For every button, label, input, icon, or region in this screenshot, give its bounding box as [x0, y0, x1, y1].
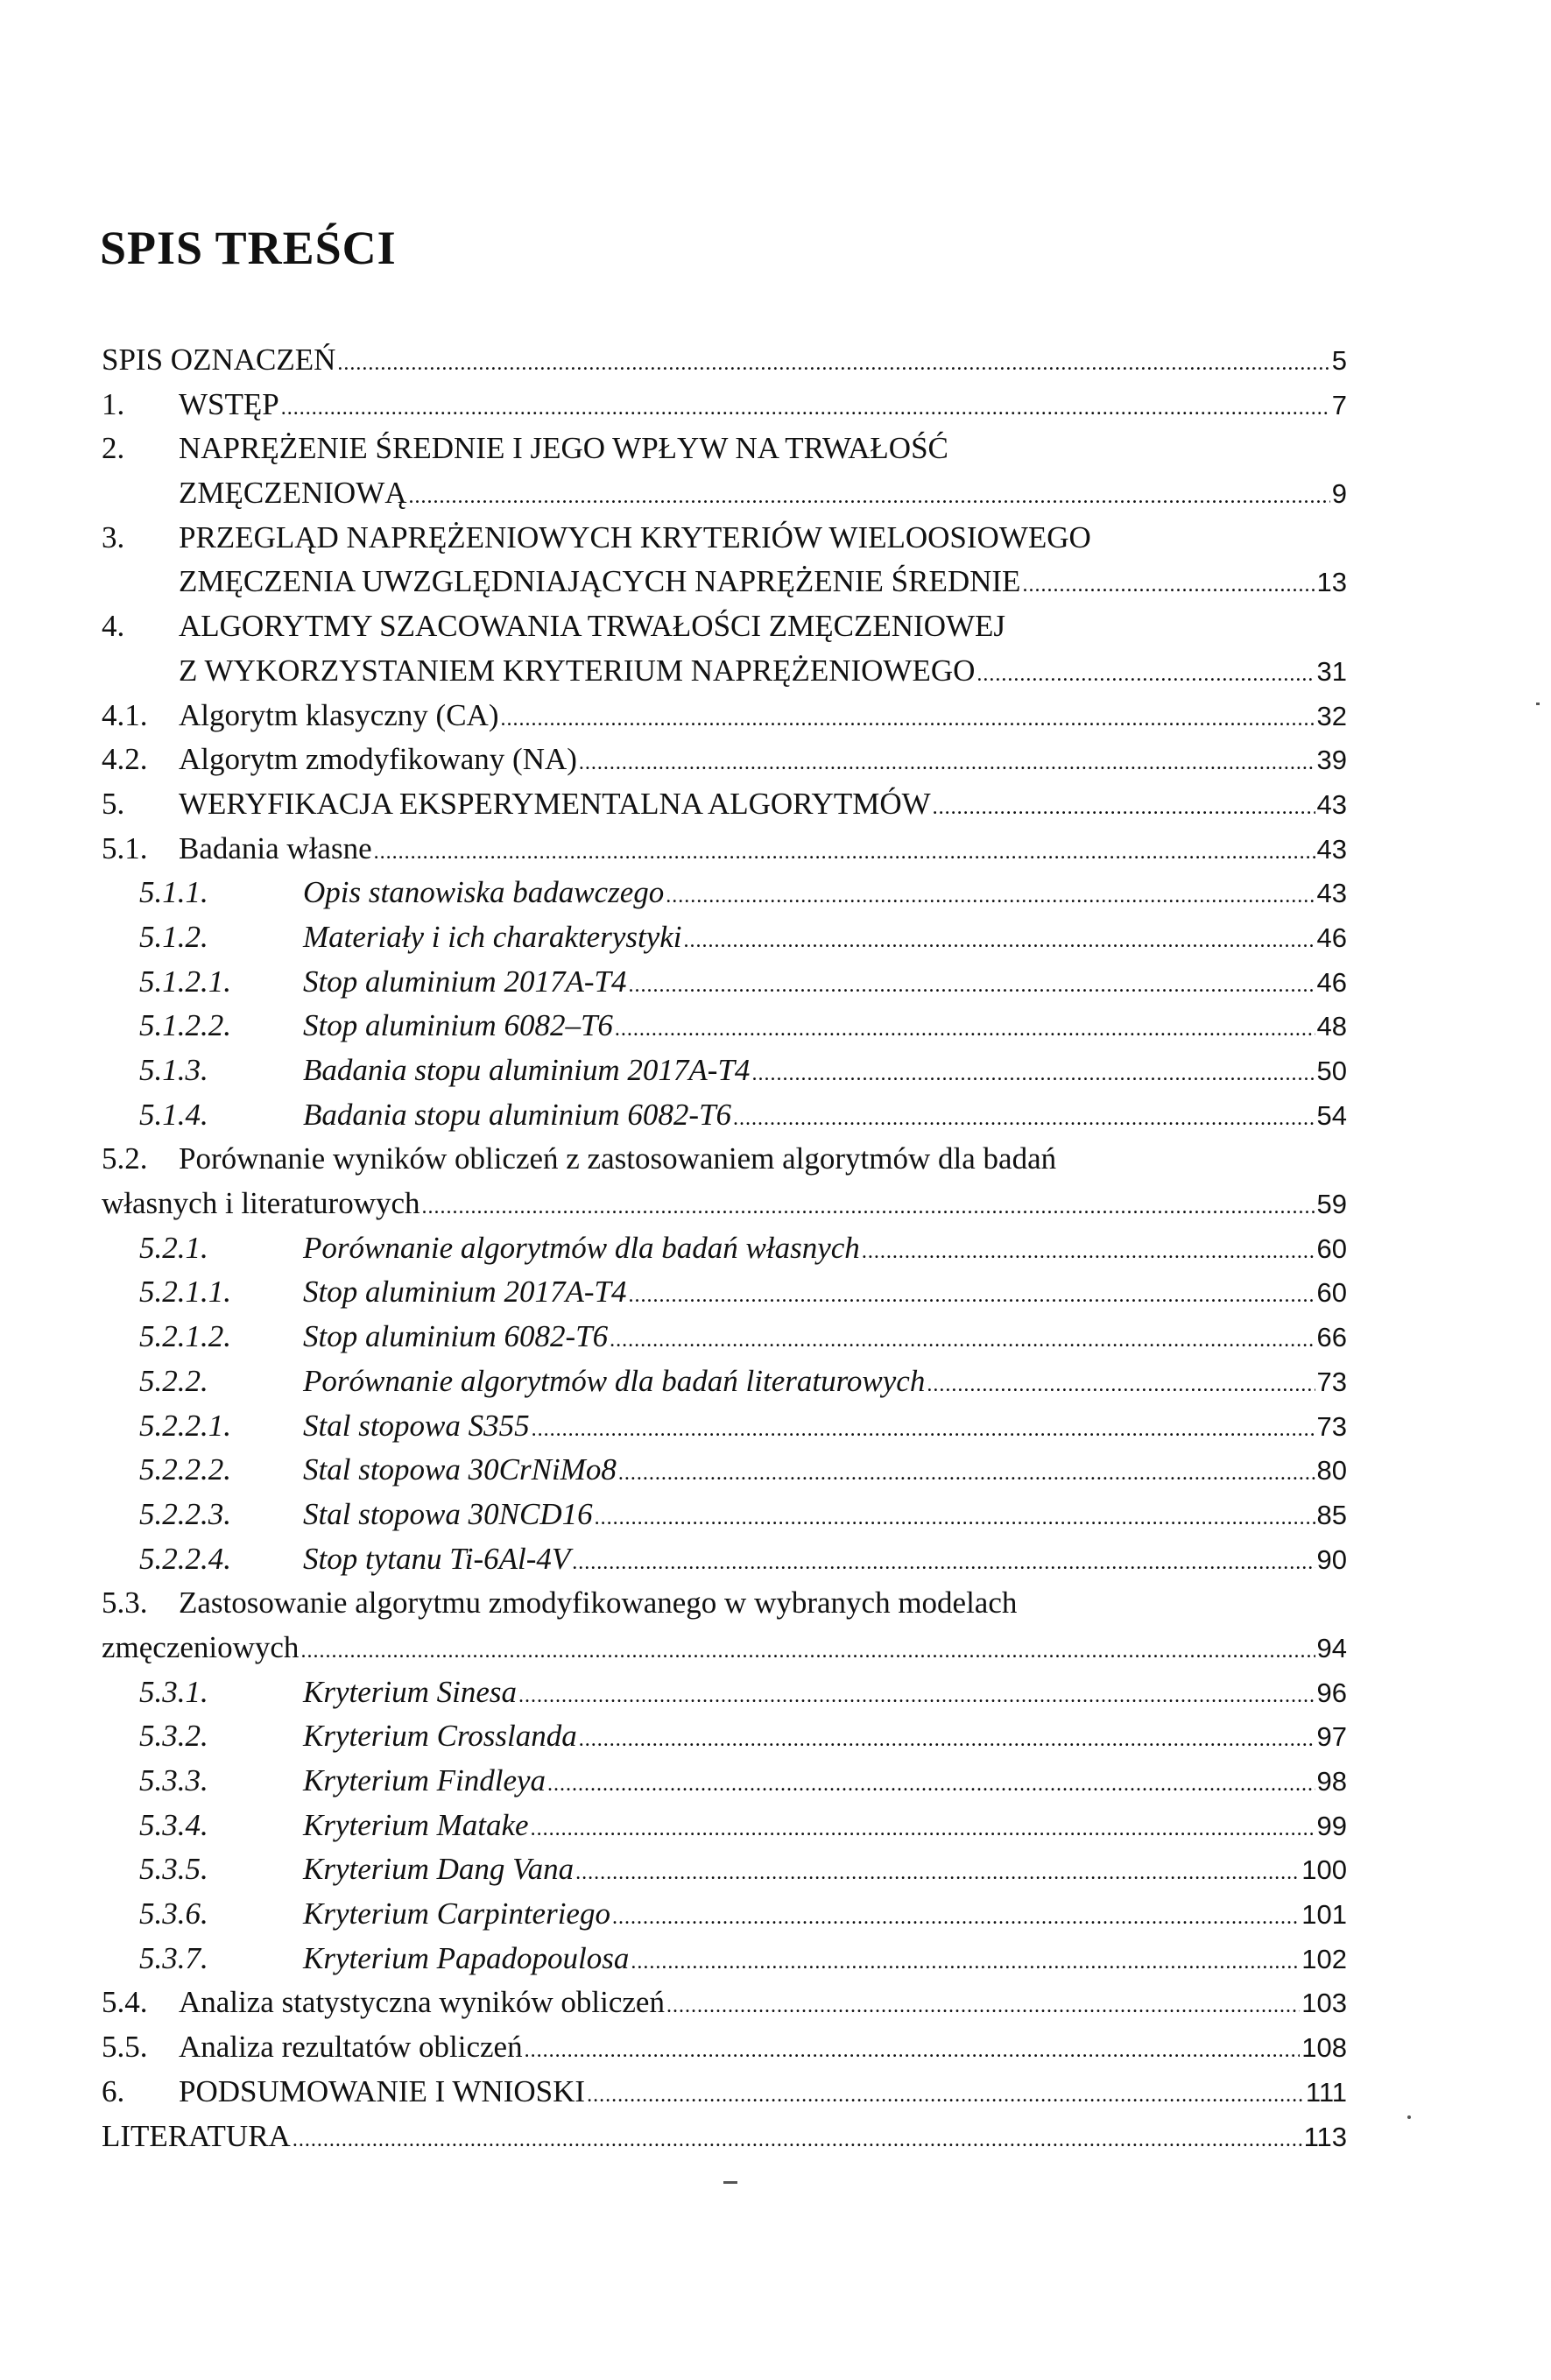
- toc-entry-number: 5.3.2.: [139, 1719, 208, 1754]
- toc-entry-title: własnych i literaturowych: [102, 1186, 420, 1221]
- toc-entry: [102, 2115, 1347, 2159]
- toc-entry-number: 5.3.7.: [139, 1940, 208, 1975]
- dot-leader: [409, 475, 1330, 519]
- dot-leader: [281, 386, 1330, 431]
- toc-entry: [102, 649, 1347, 694]
- toc-page-number: 46: [1316, 922, 1347, 953]
- toc-entry-number: 6.: [102, 2073, 125, 2108]
- toc-page-number: 99: [1316, 1810, 1347, 1841]
- toc-entry-number: 5.1.4.: [139, 1097, 208, 1132]
- toc-entry-title: Kryterium Papadopoulosa: [303, 1940, 630, 1975]
- toc-page-number: 90: [1316, 1543, 1347, 1575]
- toc-entry-number: 5.1.: [102, 830, 148, 865]
- toc-page-number: 66: [1316, 1322, 1347, 1353]
- dot-leader: [579, 741, 1315, 786]
- toc-entry: [102, 1759, 1347, 1804]
- toc-entry-number: 4.2.: [102, 742, 148, 777]
- toc-entry: [102, 1626, 1347, 1670]
- toc-page-number: 60: [1316, 1277, 1347, 1309]
- toc-entry: [102, 782, 1347, 827]
- toc-entry: [102, 1670, 1347, 1715]
- toc-page-number: 39: [1316, 745, 1347, 776]
- toc-page-number: 32: [1316, 700, 1347, 731]
- dot-leader: [531, 1807, 1315, 1852]
- toc-page-number: 7: [1331, 389, 1347, 420]
- toc-entry: [102, 871, 1347, 915]
- toc-entry: [102, 1847, 1347, 1892]
- toc-entry-number: 5.5.: [102, 2030, 148, 2065]
- toc-page-number: 73: [1316, 1410, 1347, 1442]
- dot-leader: [612, 1896, 1300, 1940]
- toc-page-number: 50: [1316, 1056, 1347, 1086]
- toc-entry-title: SPIS OZNACZEŃ: [102, 343, 336, 377]
- toc-page-number: 54: [1316, 1099, 1347, 1131]
- toc-page-number: 59: [1316, 1189, 1347, 1220]
- toc-entry-number: 5.2.2.2.: [139, 1452, 231, 1487]
- toc-entry: [102, 960, 1347, 1005]
- dot-leader: [666, 1984, 1300, 2029]
- dot-leader: [628, 964, 1315, 1008]
- toc-entry-number: 5.1.3.: [139, 1053, 208, 1087]
- toc-entry: [102, 1892, 1347, 1937]
- dot-leader: [615, 1007, 1315, 1052]
- toc-entry-number: 2.: [102, 431, 125, 466]
- toc-page-number: 5: [1331, 345, 1347, 376]
- toc-entry: [102, 1804, 1347, 1848]
- dot-leader: [631, 1940, 1300, 1985]
- toc-page-number: 111: [1305, 2076, 1347, 2108]
- toc-entry-title: ZMĘCZENIOWĄ: [179, 476, 407, 511]
- toc-entry-number: 5.1.1.: [139, 875, 208, 910]
- toc-page-number: 31: [1316, 655, 1347, 687]
- toc-entry-title: Stop aluminium 2017A-T4: [303, 1275, 627, 1310]
- toc-page-number: 43: [1316, 878, 1347, 909]
- toc-entry: [102, 1049, 1347, 1093]
- toc-page-number: 9: [1331, 478, 1347, 510]
- toc-page-number: 43: [1316, 833, 1347, 865]
- toc-entry-number: 5.1.2.1.: [139, 964, 231, 999]
- dot-leader: [547, 1762, 1315, 1807]
- dot-leader: [525, 2029, 1301, 2073]
- toc-entry: [102, 471, 1347, 516]
- toc-entry-number: 5.2.1.: [139, 1230, 208, 1265]
- dot-leader: [422, 1185, 1315, 1230]
- toc-entry-number: 5.2.: [102, 1141, 148, 1176]
- toc-entry-title: Algorytm klasyczny (CA): [179, 697, 499, 732]
- toc-entry-title: Algorytm zmodyfikowany (NA): [179, 742, 577, 777]
- dot-leader: [575, 1851, 1300, 1896]
- toc-entry-number: 5.3.1.: [139, 1674, 208, 1709]
- dot-leader: [579, 1718, 1315, 1762]
- toc-entry-number: 5.2.2.4.: [139, 1541, 231, 1576]
- toc-entry: [102, 1537, 1347, 1582]
- table-of-contents: [102, 338, 1347, 2158]
- toc-entry-title: Badania własne: [179, 830, 372, 865]
- toc-page-number: 13: [1316, 567, 1347, 598]
- scan-dot: [1407, 2115, 1411, 2119]
- toc-entry-title: Stop aluminium 6082-T6: [303, 1319, 609, 1354]
- toc-page-number: 102: [1301, 1943, 1347, 1974]
- toc-entry: [102, 1981, 1347, 2025]
- toc-page-number: 73: [1316, 1366, 1347, 1397]
- toc-entry-title: LITERATURA: [102, 2118, 291, 2153]
- dot-leader: [628, 1274, 1315, 1318]
- toc-page-number: 97: [1316, 1721, 1347, 1753]
- toc-entry: [102, 1581, 1347, 1626]
- toc-entry-title: Analiza rezultatów obliczeń: [179, 2030, 523, 2065]
- toc-entry-title: Porównanie wyników obliczeń z zastosowaniem algorytmów dla badań: [179, 1141, 1057, 1176]
- toc-entry-title: Kryterium Carpinteriego: [303, 1896, 610, 1932]
- dot-leader: [518, 1674, 1315, 1719]
- toc-entry: [102, 1182, 1347, 1226]
- toc-page-number: 108: [1301, 2032, 1347, 2064]
- toc-entry-number: 5.3.4.: [139, 1807, 208, 1842]
- toc-entry: [102, 915, 1347, 960]
- toc-page-number: 60: [1316, 1232, 1347, 1264]
- dot-leader: [587, 2073, 1304, 2118]
- toc-entry-title: Materiały i ich charakterystyki: [303, 919, 682, 954]
- dot-leader: [610, 1318, 1315, 1363]
- toc-entry-title: WERYFIKACJA EKSPERYMENTALNA ALGORYTMÓW: [179, 786, 931, 821]
- toc-entry: [102, 383, 1347, 427]
- toc-entry-number: 5.3.5.: [139, 1852, 208, 1887]
- toc-entry: [102, 338, 1347, 383]
- toc-page-number: 100: [1301, 1854, 1347, 1886]
- toc-entry-title: Kryterium Dang Vana: [303, 1852, 575, 1887]
- dot-leader: [862, 1230, 1315, 1275]
- toc-entry-number: 5.1.2.: [139, 919, 208, 954]
- dot-leader: [1022, 563, 1315, 608]
- toc-entry-title: Stal stopowa 30NCD16: [303, 1496, 593, 1531]
- dot-leader: [733, 1097, 1315, 1141]
- toc-entry-title: zmęczeniowych: [102, 1629, 300, 1664]
- dot-leader: [618, 1451, 1315, 1496]
- toc-entry-number: 1.: [102, 386, 125, 421]
- toc-entry-title: Badania stopu aluminium 6082-T6: [303, 1097, 732, 1132]
- toc-entry: [102, 1937, 1347, 1981]
- toc-entry-title: WSTĘP: [179, 386, 279, 421]
- toc-entry-number: 5.2.2.3.: [139, 1496, 231, 1531]
- toc-entry-title: ZMĘCZENIA UWZGLĘDNIAJĄCYCH NAPRĘŻENIE ŚREDNIE: [179, 564, 1021, 599]
- scan-mark: [723, 2181, 737, 2184]
- toc-page-number: 94: [1316, 1632, 1347, 1663]
- toc-entry-title: Stal stopowa 30CrNiMo8: [303, 1452, 617, 1487]
- dot-leader: [300, 1629, 1315, 1674]
- toc-entry-title: Porównanie algorytmów dla badań własnych: [303, 1230, 860, 1265]
- toc-entry: [102, 1714, 1347, 1759]
- dot-leader: [933, 786, 1315, 830]
- scan-dot: [1536, 703, 1540, 705]
- toc-entry-number: 5.4.: [102, 1985, 148, 2020]
- toc-entry: [102, 516, 1347, 561]
- toc-entry: [102, 1226, 1347, 1271]
- toc-entry-number: 4.: [102, 609, 125, 644]
- toc-entry: [102, 2070, 1347, 2115]
- dot-leader: [927, 1363, 1315, 1408]
- toc-entry: [102, 2025, 1347, 2070]
- toc-entry-number: 5.2.1.2.: [139, 1319, 231, 1354]
- toc-entry-title: ALGORYTMY SZACOWANIA TRWAŁOŚCI ZMĘCZENIOWEJ: [179, 609, 1006, 644]
- toc-entry-title: Analiza statystyczna wyników obliczeń: [179, 1985, 665, 2020]
- toc-entry-title: Porównanie algorytmów dla badań literaturowych: [303, 1363, 926, 1398]
- toc-page-number: 98: [1316, 1766, 1347, 1797]
- toc-page-number: 46: [1316, 966, 1347, 998]
- toc-entry: [102, 738, 1347, 782]
- toc-entry: [102, 1404, 1347, 1449]
- toc-entry: [102, 427, 1347, 471]
- toc-entry-number: 5.2.2.1.: [139, 1408, 231, 1443]
- toc-entry-title: Stop aluminium 2017A-T4: [303, 964, 627, 999]
- toc-entry: [102, 1359, 1347, 1404]
- dot-leader: [293, 2118, 1302, 2163]
- toc-page-number: 113: [1303, 2121, 1347, 2152]
- dot-leader: [374, 830, 1315, 875]
- dot-leader: [532, 1408, 1315, 1452]
- toc-entry: [102, 604, 1347, 649]
- toc-entry: [102, 827, 1347, 872]
- toc-page-number: 43: [1316, 788, 1347, 820]
- dot-leader: [595, 1496, 1315, 1541]
- toc-entry-title: Stop aluminium 6082–T6: [303, 1008, 613, 1043]
- toc-entry-number: 5.2.2.: [139, 1363, 208, 1398]
- toc-entry: [102, 1448, 1347, 1493]
- toc-page-number: 101: [1301, 1899, 1347, 1931]
- toc-entry-number: 5.2.1.1.: [139, 1275, 231, 1310]
- toc-entry-number: 5.3.6.: [139, 1896, 208, 1932]
- page-title: SPIS TREŚCI: [100, 222, 397, 274]
- toc-page-number: 103: [1301, 1988, 1347, 2019]
- dot-leader: [751, 1052, 1315, 1097]
- toc-entry-title: Kryterium Sinesa: [303, 1674, 518, 1709]
- toc-entry-number: 3.: [102, 519, 125, 554]
- toc-entry-number: 5.3.3.: [139, 1763, 208, 1797]
- toc-entry-title: Kryterium Matake: [303, 1807, 529, 1842]
- toc-entry-title: Zastosowanie algorytmu zmodyfikowanego w wybranych modelach: [179, 1585, 1018, 1621]
- toc-entry-title: PODSUMOWANIE I WNIOSKI: [179, 2073, 586, 2108]
- toc-page-number: 85: [1316, 1499, 1347, 1530]
- toc-entry: [102, 1004, 1347, 1049]
- dot-leader: [572, 1541, 1315, 1585]
- toc-entry-title: Stop tytanu Ti-6Al-4V: [303, 1541, 571, 1576]
- toc-page-number: 96: [1316, 1677, 1347, 1708]
- toc-entry-number: 5.1.2.2.: [139, 1008, 231, 1043]
- toc-page-number: 48: [1316, 1011, 1347, 1042]
- toc-page-number: 80: [1316, 1455, 1347, 1487]
- toc-entry-title: Opis stanowiska badawczego: [303, 875, 665, 910]
- toc-entry: [102, 694, 1347, 738]
- toc-entry-title: PRZEGLĄD NAPRĘŻENIOWYCH KRYTERIÓW WIELOOSIOWEGO: [179, 519, 1091, 554]
- toc-entry: [102, 1093, 1347, 1138]
- toc-entry-number: 4.1.: [102, 697, 148, 732]
- dot-leader: [337, 342, 1329, 386]
- toc-entry-title: Kryterium Findleya: [303, 1763, 546, 1797]
- toc-entry: [102, 560, 1347, 604]
- dot-leader: [976, 653, 1315, 697]
- dot-leader: [684, 919, 1315, 964]
- toc-entry-title: NAPRĘŻENIE ŚREDNIE I JEGO WPŁYW NA TRWAŁOŚĆ: [179, 431, 948, 466]
- toc-entry-number: 5.: [102, 786, 125, 821]
- toc-entry: [102, 1137, 1347, 1182]
- toc-entry-title: Z WYKORZYSTANIEM KRYTERIUM NAPRĘŻENIOWEGO: [179, 653, 976, 688]
- toc-entry-title: Kryterium Crosslanda: [303, 1719, 577, 1754]
- toc-entry-title: Stal stopowa S355: [303, 1408, 530, 1443]
- toc-entry: [102, 1493, 1347, 1537]
- dot-leader: [500, 697, 1315, 742]
- toc-entry: [102, 1315, 1347, 1359]
- dot-leader: [666, 874, 1315, 919]
- toc-entry-title: Badania stopu aluminium 2017A-T4: [303, 1053, 751, 1087]
- toc-entry-number: 5.3.: [102, 1585, 148, 1621]
- toc-entry: [102, 1270, 1347, 1315]
